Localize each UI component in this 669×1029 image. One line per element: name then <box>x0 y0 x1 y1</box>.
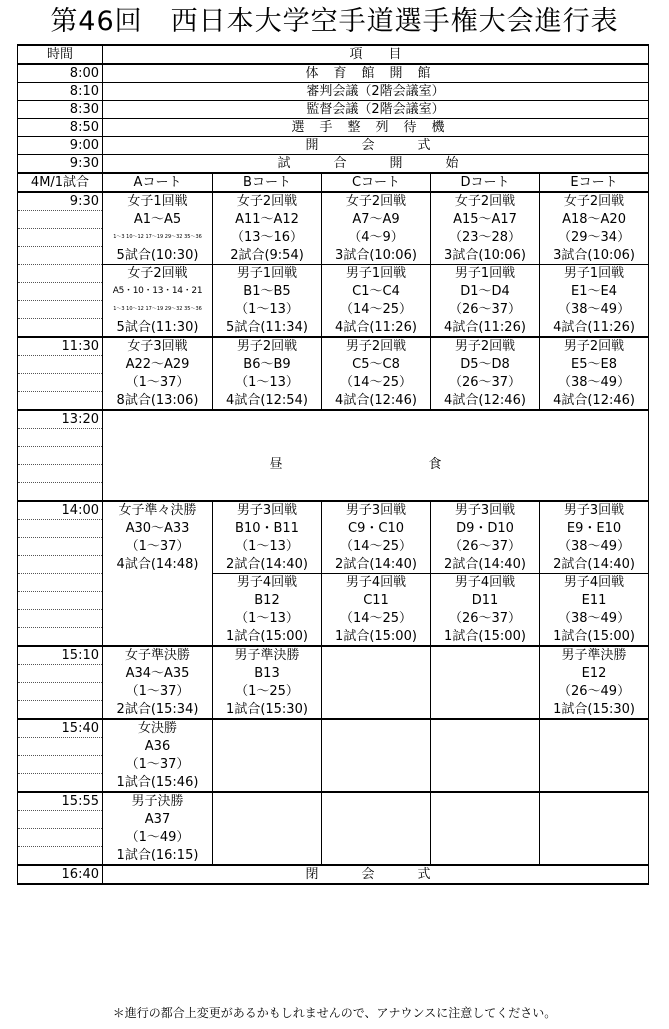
match-cell: 女子3回戦 <box>103 337 213 356</box>
match-cell: 男子2回戦 <box>213 337 322 356</box>
match-cell-empty <box>213 738 322 756</box>
match-cell-empty <box>431 756 540 774</box>
header-row <box>18 45 649 64</box>
match-row <box>18 265 649 283</box>
agenda-row <box>18 119 649 137</box>
match-row <box>18 774 649 793</box>
match-cell: （14～25） <box>322 610 431 628</box>
match-cell-empty <box>213 792 322 811</box>
match-cell-empty <box>431 738 540 756</box>
match-cell: 男子1回戦 <box>540 265 649 283</box>
agenda-item: 選手整列待機 <box>103 119 649 137</box>
match-row <box>18 646 649 665</box>
match-cell-empty <box>213 774 322 793</box>
match-cell: 1試合(15:00) <box>431 628 540 647</box>
agenda-row <box>18 101 649 119</box>
match-cell: （14～25） <box>322 374 431 392</box>
match-cell: 2試合(14:40) <box>431 556 540 574</box>
match-row <box>18 847 649 866</box>
match-cell: 女子2回戦 <box>103 265 213 283</box>
match-cell: 2試合(14:40) <box>540 556 649 574</box>
match-cell-empty <box>431 774 540 793</box>
match-row <box>18 610 649 628</box>
agenda-row <box>18 83 649 101</box>
match-row <box>18 792 649 811</box>
match-cell: 1～3 10～12 17～19 29～32 35～36 <box>103 229 213 247</box>
agenda-item: 開 会 式 <box>103 137 649 155</box>
match-cell-empty <box>431 792 540 811</box>
match-cell: 女子2回戦 <box>540 192 649 211</box>
match-cell: （26～37） <box>431 374 540 392</box>
match-row <box>18 337 649 356</box>
match-cell: A18～A20 <box>540 211 649 229</box>
match-cell-empty <box>213 811 322 829</box>
match-cell: 男子1回戦 <box>431 265 540 283</box>
match-cell: A36 <box>103 738 213 756</box>
match-cell: D9・D10 <box>431 520 540 538</box>
match-cell-empty <box>540 829 649 847</box>
time-header: 時間 <box>18 45 103 64</box>
agenda-item: 監督会議（2階会議室） <box>103 101 649 119</box>
match-cell: （1～37） <box>103 538 213 556</box>
match-cell: 3試合(10:06) <box>540 247 649 265</box>
match-cell: 男子2回戦 <box>540 337 649 356</box>
match-cell: 女子2回戦 <box>431 192 540 211</box>
time-cell-empty <box>18 374 103 392</box>
match-cell-empty <box>322 646 431 665</box>
match-cell: 女決勝 <box>103 719 213 738</box>
match-row <box>18 211 649 229</box>
match-cell: 3試合(10:06) <box>431 247 540 265</box>
time-cell-empty <box>18 211 103 229</box>
match-cell-empty <box>322 738 431 756</box>
match-cell: 男子準決勝 <box>540 646 649 665</box>
match-cell-empty <box>431 646 540 665</box>
match-cell: 男子1回戦 <box>322 265 431 283</box>
match-cell: 4試合(12:46) <box>431 392 540 411</box>
match-cell-empty <box>322 811 431 829</box>
time-cell-empty <box>18 392 103 411</box>
match-cell: B13 <box>213 665 322 683</box>
lunch-row <box>18 410 649 429</box>
time-cell: 8:50 <box>18 119 103 137</box>
time-cell: 9:00 <box>18 137 103 155</box>
court-b-header: Bコート <box>213 173 322 192</box>
agenda-row <box>18 64 649 83</box>
time-cell: 9:30 <box>18 155 103 174</box>
match-cell: 男子4回戦 <box>431 574 540 592</box>
match-cell: （1～13） <box>213 301 322 319</box>
match-cell: （38～49） <box>540 538 649 556</box>
match-row <box>18 229 649 247</box>
match-cell-empty <box>322 719 431 738</box>
match-cell-empty <box>431 847 540 866</box>
time-cell-empty <box>18 628 103 647</box>
match-cell: 4試合(12:46) <box>540 392 649 411</box>
match-cell: 1試合(15:00) <box>213 628 322 647</box>
match-cell-empty <box>431 719 540 738</box>
match-cell-empty <box>322 847 431 866</box>
match-cell: E9・E10 <box>540 520 649 538</box>
time-cell-empty <box>18 465 103 483</box>
match-cell: 男子2回戦 <box>322 337 431 356</box>
page-title: 第46回 西日本大学空手道選手権大会進行表 <box>50 6 619 37</box>
match-cell: C5～C8 <box>322 356 431 374</box>
lunch-row <box>18 483 649 502</box>
time-cell-empty <box>18 847 103 866</box>
match-cell: 男子4回戦 <box>322 574 431 592</box>
match-cell: A30～A33 <box>103 520 213 538</box>
match-cell-empty <box>431 829 540 847</box>
match-cell: 男子3回戦 <box>540 501 649 520</box>
match-cell: E5～E8 <box>540 356 649 374</box>
time-cell-empty <box>18 556 103 574</box>
match-cell: E1～E4 <box>540 283 649 301</box>
match-cell: 5試合(11:34) <box>213 319 322 338</box>
match-row <box>18 701 649 720</box>
match-cell: A37 <box>103 811 213 829</box>
match-row <box>18 319 649 338</box>
match-row <box>18 574 649 592</box>
match-cell: A5・10・13・14・21 <box>103 283 213 301</box>
match-cell: （26～37） <box>431 301 540 319</box>
lunch-spacer <box>103 429 649 447</box>
match-cell: 男子3回戦 <box>322 501 431 520</box>
time-cell-empty <box>18 738 103 756</box>
match-cell: （4～9） <box>322 229 431 247</box>
match-cell: 1試合(15:46) <box>103 774 213 793</box>
match-cell-empty <box>103 574 213 592</box>
match-cell: （14～25） <box>322 301 431 319</box>
match-cell: （1～13） <box>213 374 322 392</box>
match-cell: B12 <box>213 592 322 610</box>
match-cell-empty <box>322 792 431 811</box>
time-cell: 15:10 <box>18 646 103 665</box>
time-cell-empty <box>18 683 103 701</box>
match-row <box>18 520 649 538</box>
match-cell: 4試合(12:54) <box>213 392 322 411</box>
match-cell: 男子4回戦 <box>540 574 649 592</box>
match-cell: （1～49） <box>103 829 213 847</box>
match-cell: 2試合(9:54) <box>213 247 322 265</box>
time-cell-empty <box>18 756 103 774</box>
match-cell: （38～49） <box>540 374 649 392</box>
time-cell-empty <box>18 265 103 283</box>
match-cell-empty <box>540 811 649 829</box>
match-cell: 男子2回戦 <box>431 337 540 356</box>
match-cell-empty <box>213 829 322 847</box>
match-cell-empty <box>540 756 649 774</box>
match-cell: （38～49） <box>540 301 649 319</box>
match-cell: A22～A29 <box>103 356 213 374</box>
time-cell-empty <box>18 592 103 610</box>
match-cell: （14～25） <box>322 538 431 556</box>
match-cell: A1～A5 <box>103 211 213 229</box>
match-cell: D5～D8 <box>431 356 540 374</box>
match-cell-empty <box>213 847 322 866</box>
match-cell-empty <box>431 683 540 701</box>
match-row <box>18 719 649 738</box>
match-cell: E11 <box>540 592 649 610</box>
match-row <box>18 247 649 265</box>
match-cell-empty <box>103 610 213 628</box>
match-cell: （38～49） <box>540 610 649 628</box>
match-cell: C11 <box>322 592 431 610</box>
match-cell: C1～C4 <box>322 283 431 301</box>
match-cell: （29～34） <box>540 229 649 247</box>
match-cell-empty <box>213 756 322 774</box>
match-cell: （1～13） <box>213 538 322 556</box>
time-cell-empty <box>18 447 103 465</box>
match-cell: （26～37） <box>431 538 540 556</box>
court-c-header: Cコート <box>322 173 431 192</box>
match-cell: C9・C10 <box>322 520 431 538</box>
match-cell: 8試合(13:06) <box>103 392 213 411</box>
match-cell: 3試合(10:06) <box>322 247 431 265</box>
time-cell-empty <box>18 283 103 301</box>
closing-ceremony: 閉 会 式 <box>103 865 649 884</box>
match-cell: 男子決勝 <box>103 792 213 811</box>
match-cell-empty <box>322 774 431 793</box>
match-row <box>18 756 649 774</box>
match-cell-empty <box>103 592 213 610</box>
match-cell-empty <box>103 628 213 647</box>
lunch-row <box>18 447 649 465</box>
time-cell-empty <box>18 356 103 374</box>
match-row <box>18 683 649 701</box>
match-cell-empty <box>540 847 649 866</box>
match-row <box>18 556 649 574</box>
time-cell-empty <box>18 811 103 829</box>
match-row <box>18 301 649 319</box>
time-cell-empty <box>18 229 103 247</box>
match-cell-empty <box>322 829 431 847</box>
time-cell: 8:30 <box>18 101 103 119</box>
agenda-item: 審判会議（2階会議室） <box>103 83 649 101</box>
match-row <box>18 738 649 756</box>
match-cell: A11～A12 <box>213 211 322 229</box>
time-cell-empty <box>18 247 103 265</box>
time-cell-empty <box>18 301 103 319</box>
time-cell: 8:10 <box>18 83 103 101</box>
match-cell-empty <box>540 738 649 756</box>
lunch-top <box>103 410 649 429</box>
match-cell-empty <box>322 665 431 683</box>
match-cell: （1～37） <box>103 374 213 392</box>
match-cell: B10・B11 <box>213 520 322 538</box>
schedule-table <box>17 44 649 885</box>
match-cell: A15～A17 <box>431 211 540 229</box>
match-cell-empty <box>540 792 649 811</box>
match-cell: 男子準決勝 <box>213 646 322 665</box>
match-cell: 女子準決勝 <box>103 646 213 665</box>
time-cell: 15:55 <box>18 792 103 811</box>
match-cell: 4試合(11:26) <box>322 319 431 338</box>
match-cell: 2試合(14:40) <box>322 556 431 574</box>
match-cell: 1試合(15:00) <box>322 628 431 647</box>
match-cell: 1試合(15:00) <box>540 628 649 647</box>
lunch-row <box>18 429 649 447</box>
match-cell: 1試合(15:30) <box>213 701 322 720</box>
lunch-spacer <box>103 483 649 502</box>
time-cell-empty <box>18 538 103 556</box>
time-cell: 14:00 <box>18 501 103 520</box>
time-cell-empty <box>18 774 103 793</box>
court-d-header: Dコート <box>431 173 540 192</box>
agenda-item: 試 合 開 始 <box>103 155 649 174</box>
match-cell: 2試合(14:40) <box>213 556 322 574</box>
match-cell: 女子1回戦 <box>103 192 213 211</box>
match-cell: （1～25） <box>213 683 322 701</box>
time-cell: 11:30 <box>18 337 103 356</box>
agenda-item: 体育館開館 <box>103 64 649 83</box>
closing-row <box>18 865 649 884</box>
court-e-header: Eコート <box>540 173 649 192</box>
match-cell: A7～A9 <box>322 211 431 229</box>
match-length-label: 4M/1試合 <box>18 173 103 192</box>
match-cell: E12 <box>540 665 649 683</box>
match-cell: 4試合(11:26) <box>540 319 649 338</box>
match-cell: 1～3 10～12 17～19 29～32 35～36 <box>103 301 213 319</box>
match-cell-empty <box>322 701 431 720</box>
match-cell-empty <box>431 701 540 720</box>
match-row <box>18 665 649 683</box>
agenda-row <box>18 155 649 174</box>
match-cell: B1～B5 <box>213 283 322 301</box>
time-cell-empty <box>18 429 103 447</box>
time-cell-empty <box>18 520 103 538</box>
match-row <box>18 811 649 829</box>
match-cell: 女子2回戦 <box>213 192 322 211</box>
match-cell: （23～28） <box>431 229 540 247</box>
footnote: ＊進行の都合上変更があるかもしれませんので、アナウンスに注意してください。 <box>112 1006 557 1020</box>
match-row <box>18 283 649 301</box>
match-cell-empty <box>540 719 649 738</box>
match-row <box>18 192 649 211</box>
time-cell-empty <box>18 483 103 502</box>
match-row <box>18 374 649 392</box>
match-row <box>18 501 649 520</box>
match-cell: 5試合(11:30) <box>103 319 213 338</box>
match-cell-empty <box>431 665 540 683</box>
match-cell: D1～D4 <box>431 283 540 301</box>
item-header: 項 目 <box>103 45 649 64</box>
match-cell: （13～16） <box>213 229 322 247</box>
court-a-header: Aコート <box>103 173 213 192</box>
match-row <box>18 356 649 374</box>
match-cell: 1試合(15:30) <box>540 701 649 720</box>
match-cell-empty <box>322 683 431 701</box>
time-cell-empty <box>18 610 103 628</box>
time-cell: 8:00 <box>18 64 103 83</box>
agenda-row <box>18 137 649 155</box>
match-cell: 女子準々決勝 <box>103 501 213 520</box>
match-cell: 男子3回戦 <box>213 501 322 520</box>
match-cell: A34～A35 <box>103 665 213 683</box>
match-cell: 男子1回戦 <box>213 265 322 283</box>
time-cell: 15:40 <box>18 719 103 738</box>
match-cell: 2試合(15:34) <box>103 701 213 720</box>
time-cell-empty <box>18 829 103 847</box>
court-header-row <box>18 173 649 192</box>
time-cell-empty <box>18 574 103 592</box>
match-row <box>18 628 649 647</box>
match-cell-empty <box>213 719 322 738</box>
time-cell-empty <box>18 665 103 683</box>
match-cell: （1～13） <box>213 610 322 628</box>
match-cell: D11 <box>431 592 540 610</box>
match-cell: 1試合(16:15) <box>103 847 213 866</box>
match-cell: （26～49） <box>540 683 649 701</box>
match-cell: （1～37） <box>103 756 213 774</box>
match-row <box>18 538 649 556</box>
match-cell: 女子2回戦 <box>322 192 431 211</box>
match-cell: （26～37） <box>431 610 540 628</box>
match-cell: 4試合(14:48) <box>103 556 213 574</box>
lunch-label: 昼 食 <box>103 447 649 483</box>
time-cell-empty <box>18 319 103 338</box>
match-cell: （1～37） <box>103 683 213 701</box>
time-cell-empty <box>18 701 103 720</box>
match-cell: 5試合(10:30) <box>103 247 213 265</box>
match-row <box>18 829 649 847</box>
match-row <box>18 592 649 610</box>
time-cell: 9:30 <box>18 192 103 211</box>
match-cell: 4試合(11:26) <box>431 319 540 338</box>
match-cell: 4試合(12:46) <box>322 392 431 411</box>
time-cell: 13:20 <box>18 410 103 429</box>
match-cell: 男子3回戦 <box>431 501 540 520</box>
match-cell-empty <box>322 756 431 774</box>
time-cell: 16:40 <box>18 865 103 884</box>
match-cell: B6～B9 <box>213 356 322 374</box>
match-cell: 男子4回戦 <box>213 574 322 592</box>
match-cell-empty <box>431 811 540 829</box>
match-row <box>18 392 649 411</box>
match-cell-empty <box>540 774 649 793</box>
